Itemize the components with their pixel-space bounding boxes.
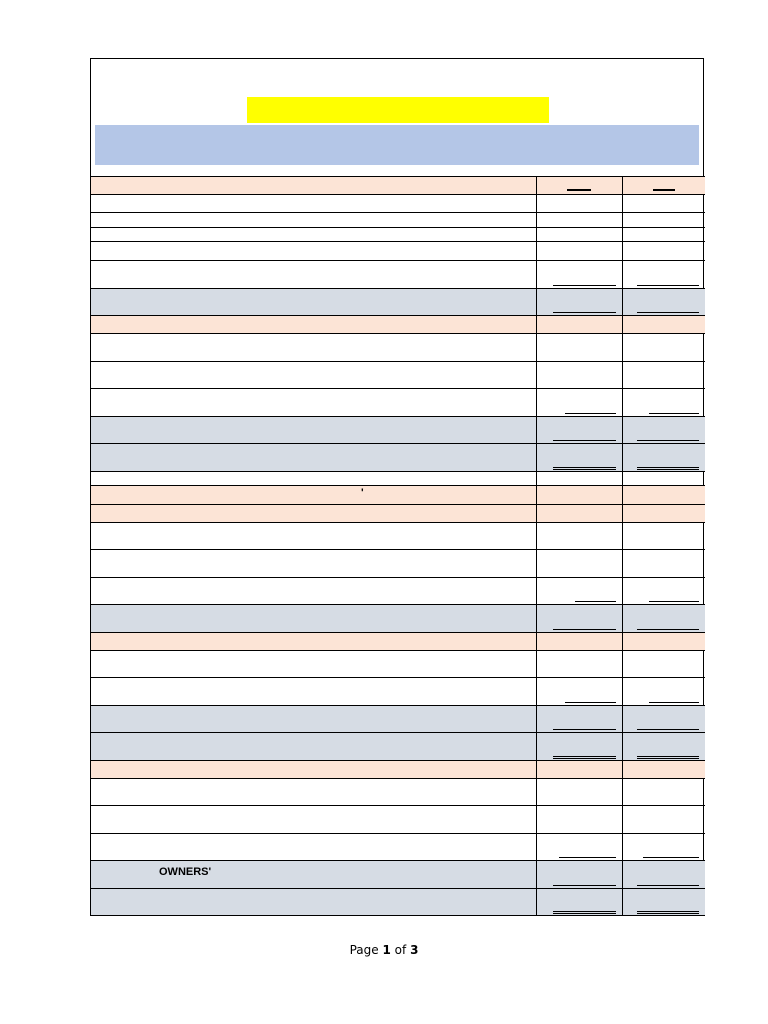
table-row [91,260,705,288]
total-row [91,443,705,471]
table-row [91,212,705,227]
section-row [91,504,705,522]
page-word: Page [349,943,379,957]
table-row [91,522,705,549]
column-a-header[interactable] [536,177,622,194]
page-current: 1 [382,943,391,957]
subtitle-band [95,125,699,165]
table-row [91,194,705,212]
table-row [91,833,705,860]
section-row [91,315,705,333]
table-row [91,388,705,416]
section-row [91,485,705,504]
table-row [91,577,705,604]
table-row [91,650,705,677]
table-row [91,333,705,361]
section-row [91,760,705,778]
page-of: of [394,943,407,957]
apostrophe-mark: ' [361,487,364,499]
table-row [91,361,705,388]
grand-total-row [91,888,705,916]
column-b-header[interactable] [622,177,705,194]
table-row [91,778,705,805]
table-row [91,227,705,241]
total-row [91,416,705,443]
table-row [91,549,705,577]
table-header-row [91,176,705,194]
owners-label: OWNERS' [159,866,212,878]
total-row [91,604,705,632]
statement-table [91,176,705,916]
table-row [91,677,705,705]
table-row [91,241,705,260]
total-row [91,732,705,760]
balance-sheet [90,58,704,916]
owners-equity-total-row [91,860,705,888]
table-row [91,471,705,485]
title-highlight [247,97,549,123]
table-row [91,805,705,833]
page-footer [0,943,768,957]
page-total: 3 [410,943,419,957]
section-row [91,632,705,650]
total-row [91,705,705,732]
total-row [91,288,705,315]
